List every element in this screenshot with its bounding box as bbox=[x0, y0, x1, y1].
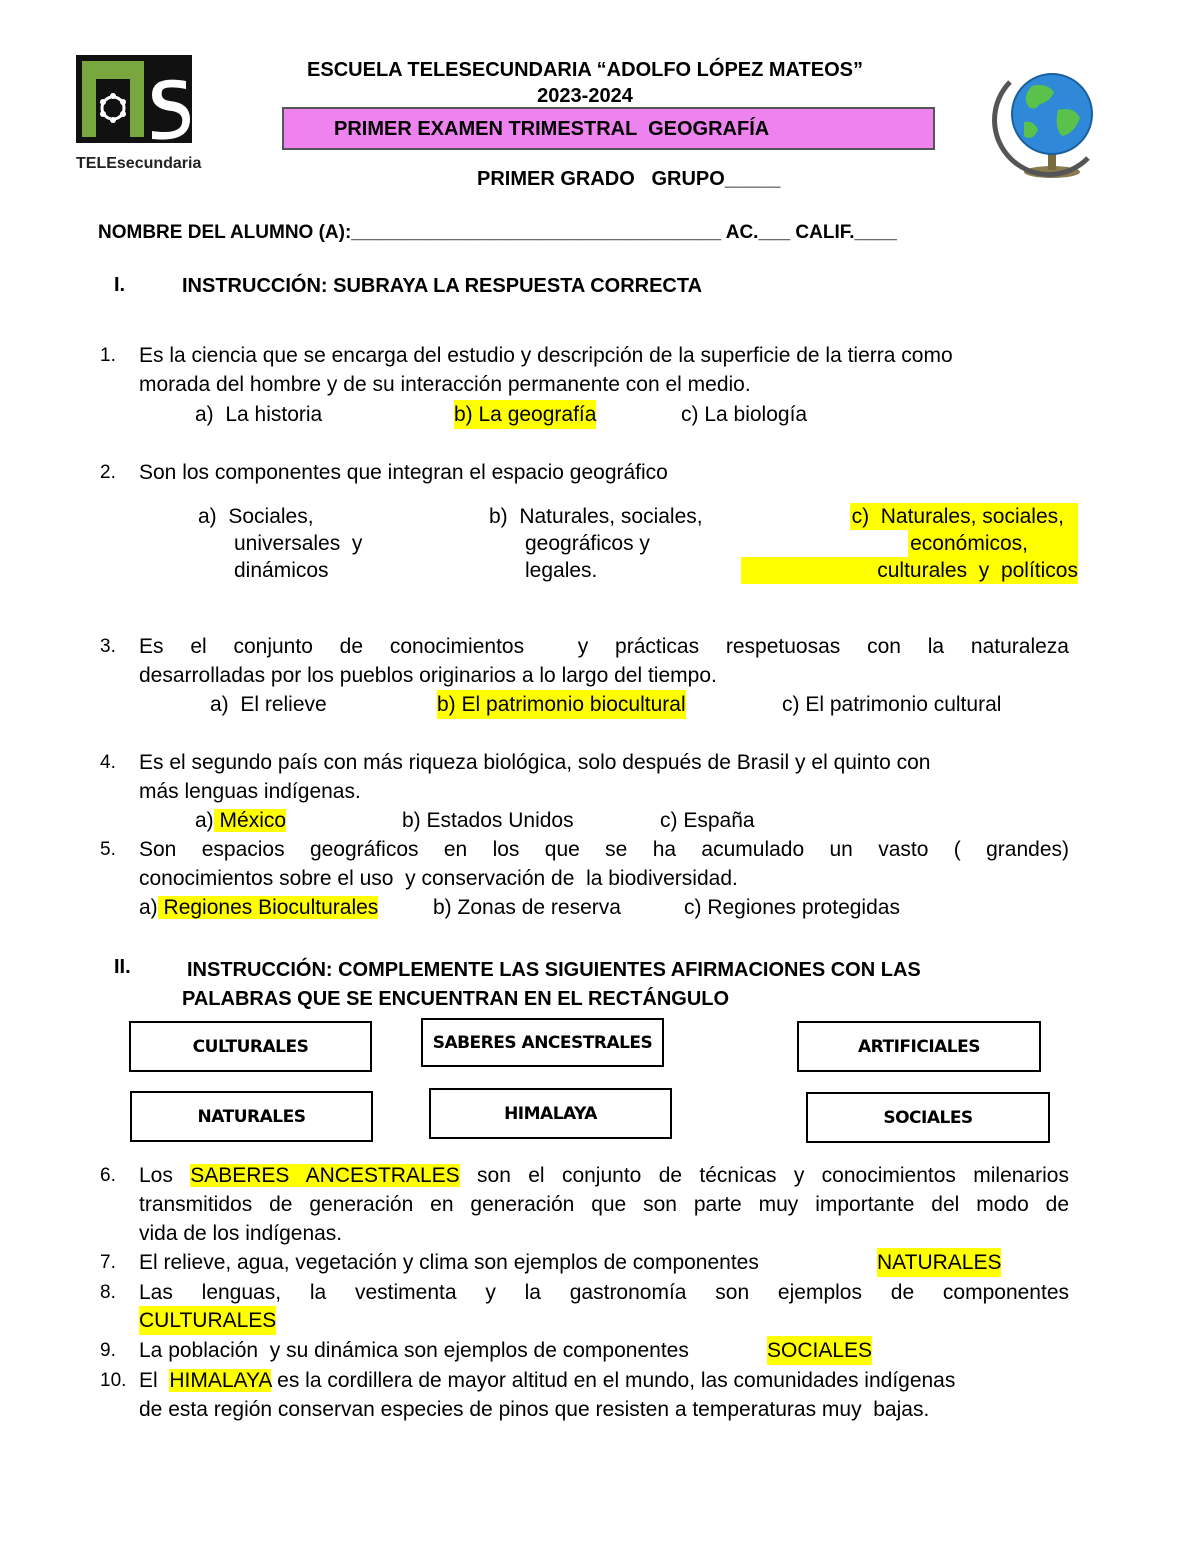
option-letter: a) bbox=[139, 896, 158, 919]
question-1 bbox=[139, 341, 1069, 399]
statement-text: Los bbox=[139, 1164, 173, 1187]
instruction-line: PALABRAS QUE SE ENCUENTRAN EN EL RECTÁNGULO bbox=[182, 988, 730, 1010]
option-c-correct bbox=[741, 503, 1078, 584]
exam-title-bar bbox=[282, 107, 935, 150]
question-number: 1. bbox=[100, 345, 116, 366]
option-line: universales y bbox=[234, 532, 363, 555]
telesecundaria-logo bbox=[76, 55, 192, 143]
section-1-number: I. bbox=[114, 274, 126, 296]
option-text: México bbox=[213, 809, 287, 832]
statement-text: El relieve, agua, vegetación y clima son ejemplos de componentes bbox=[139, 1251, 759, 1274]
option-line: dinámicos bbox=[234, 559, 329, 582]
statement-number: 9. bbox=[100, 1340, 116, 1361]
question-3 bbox=[139, 632, 1069, 690]
question-2-text: Son los componentes que integran el espacio geográfico bbox=[139, 461, 668, 484]
statement-answer: NATURALES bbox=[877, 1248, 1001, 1277]
statement-text: Las lenguas, la vestimenta y la gastronomía son ejemplos de componentes bbox=[139, 1281, 1069, 1304]
statement-answer: SABERES ANCESTRALES bbox=[190, 1164, 460, 1187]
option-c: c) El patrimonio cultural bbox=[782, 693, 1002, 716]
question-text: Es el conjunto de conocimientos y prácticas respetuosas con la naturaleza bbox=[139, 635, 1069, 658]
word-box-saberes-ancestrales: SABERES ANCESTRALES bbox=[421, 1018, 664, 1067]
exam-title: PRIMER EXAMEN TRIMESTRAL GEOGRAFÍA bbox=[334, 118, 770, 140]
statement-text: de esta región conservan especies de pinos que resisten a temperaturas muy bajas. bbox=[139, 1398, 930, 1421]
question-text: desarrolladas por los pueblos originarios a lo largo del tiempo. bbox=[139, 664, 717, 687]
option-b-correct: b) El patrimonio biocultural bbox=[437, 690, 686, 719]
question-text: más lenguas indígenas. bbox=[139, 780, 361, 803]
statement-answer: CULTURALES bbox=[139, 1306, 276, 1335]
question-4 bbox=[139, 748, 1069, 806]
word-box-culturales: CULTURALES bbox=[129, 1021, 372, 1072]
option-line: c) Naturales, sociales, bbox=[850, 503, 1078, 530]
statement-text: El bbox=[139, 1369, 158, 1392]
question-text: Es la ciencia que se encarga del estudio y descripción de la superficie de la tierra como bbox=[139, 344, 953, 367]
statement-answer: HIMALAYA bbox=[169, 1369, 272, 1392]
option-a: a) La historia bbox=[195, 403, 323, 426]
logo-graphic bbox=[76, 55, 192, 143]
statement-text: es la cordillera de mayor altitud en el mundo, las comunidades indígenas bbox=[277, 1369, 956, 1392]
option-letter: a) bbox=[195, 809, 214, 832]
option-a: a) El relieve bbox=[210, 693, 327, 716]
option-c: c) Regiones protegidas bbox=[684, 896, 900, 919]
globe-icon bbox=[988, 62, 1116, 180]
statement-text: son el conjunto de técnicas y conocimientos milenarios bbox=[477, 1164, 1069, 1187]
question-text: conocimientos sobre el uso y conservación de la biodiversidad. bbox=[139, 867, 738, 890]
word-box-sociales: SOCIALES bbox=[806, 1092, 1050, 1143]
option-line: geográficos y bbox=[525, 532, 650, 555]
statement-text: vida de los indígenas. bbox=[139, 1222, 343, 1245]
student-name-line: NOMBRE DEL ALUMNO (A):___________________________________ AC.___ CALIF.____ bbox=[98, 222, 897, 243]
option-line: a) Sociales, bbox=[198, 505, 314, 528]
question-text: Es el segundo país con más riqueza biológica, solo después de Brasil y el quinto con bbox=[139, 751, 931, 774]
section-2-instruction bbox=[182, 956, 921, 1014]
section-1-instruction: INSTRUCCIÓN: SUBRAYA LA RESPUESTA CORRECTA bbox=[182, 275, 703, 297]
statement-number: 8. bbox=[100, 1282, 116, 1303]
option-a bbox=[198, 503, 362, 584]
option-b: b) Estados Unidos bbox=[402, 809, 574, 832]
option-b bbox=[489, 503, 703, 584]
instruction-line: INSTRUCCIÓN: COMPLEMENTE LAS SIGUIENTES AFIRMACIONES CON LAS bbox=[187, 959, 921, 981]
statement-number: 6. bbox=[100, 1165, 116, 1186]
question-number: 3. bbox=[100, 636, 116, 657]
question-text: Son espacios geográficos en los que se ha acumulado un vasto ( grandes) bbox=[139, 838, 1069, 861]
question-number: 5. bbox=[100, 839, 116, 860]
option-a-correct bbox=[195, 806, 286, 835]
statement-number: 7. bbox=[100, 1252, 116, 1273]
grade-group-line: PRIMER GRADO GRUPO_____ bbox=[477, 168, 781, 190]
option-line: legales. bbox=[525, 559, 598, 582]
statement-10 bbox=[139, 1366, 1069, 1424]
statement-text: transmitidos de generación en generación que son parte muy importante del modo de bbox=[139, 1193, 1069, 1216]
question-text: morada del hombre y de su interacción permanente con el medio. bbox=[139, 373, 751, 396]
option-line: culturales y políticos bbox=[741, 557, 1078, 584]
question-number: 2. bbox=[100, 462, 116, 483]
word-box-himalaya: HIMALAYA bbox=[429, 1088, 672, 1139]
option-c: c) España bbox=[660, 809, 755, 832]
logo-caption: TELEsecundaria bbox=[76, 155, 202, 172]
option-b: b) Zonas de reserva bbox=[433, 896, 621, 919]
statement-number: 10. bbox=[100, 1370, 127, 1391]
statement-answer: SOCIALES bbox=[767, 1336, 872, 1365]
option-text: Regiones Bioculturales bbox=[157, 896, 379, 919]
option-line: b) Naturales, sociales, bbox=[489, 505, 703, 528]
section-2-number: II. bbox=[114, 956, 131, 978]
word-box-naturales: NATURALES bbox=[130, 1091, 373, 1142]
question-5 bbox=[139, 835, 1069, 893]
option-a-correct bbox=[139, 893, 378, 922]
option-b-correct: b) La geografía bbox=[454, 400, 596, 429]
question-number: 4. bbox=[100, 752, 116, 773]
school-name: ESCUELA TELESECUNDARIA “ADOLFO LÓPEZ MATEOS” bbox=[307, 59, 863, 81]
word-box-artificiales: ARTIFICIALES bbox=[797, 1021, 1041, 1072]
statement-6 bbox=[139, 1161, 1069, 1248]
statement-text: La población y su dinámica son ejemplos de componentes bbox=[139, 1339, 689, 1362]
school-year: 2023-2024 bbox=[537, 85, 633, 107]
option-c: c) La biología bbox=[681, 403, 808, 426]
option-line: económicos, bbox=[908, 530, 1078, 557]
